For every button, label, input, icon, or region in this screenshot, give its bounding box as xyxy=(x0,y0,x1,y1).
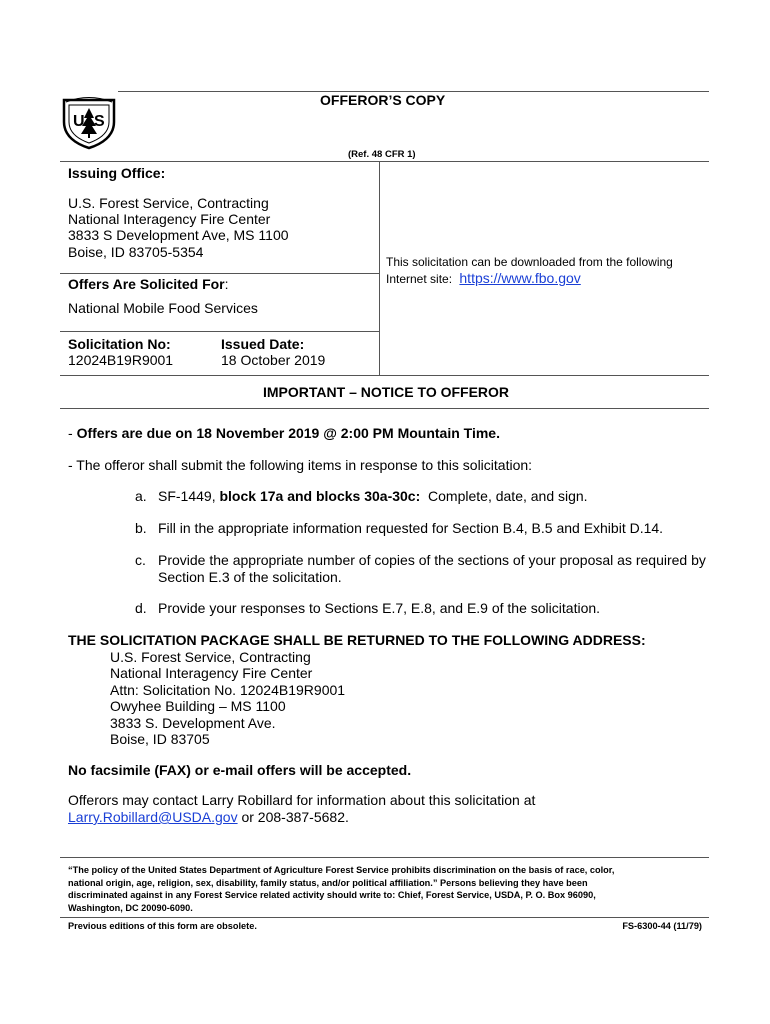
return-address-line-2: National Interagency Fire Center xyxy=(110,665,313,682)
offers-for-label: Offers Are Solicited For xyxy=(68,276,225,292)
return-address-line-3: Attn: Solicitation No. 12024B19R9001 xyxy=(110,681,346,698)
item-c xyxy=(135,552,715,586)
submit-intro: - The offeror shall submit the following items in response to this solicitation: xyxy=(68,457,533,473)
return-address-line-1: U.S. Forest Service, Contracting xyxy=(110,649,311,665)
notice-rule xyxy=(60,408,709,409)
item-d-label: d. xyxy=(135,600,147,616)
header-bottom-rule xyxy=(60,161,709,162)
policy-line-1: “The policy of the United States Department of Agriculture Forest Service prohibits discrimination on the basis of race, color, xyxy=(68,865,615,875)
item-a-bold: block 17a and blocks 30a-30c: xyxy=(219,488,421,504)
contact-phone: or 208-387-5682. xyxy=(237,809,349,825)
forest-service-logo xyxy=(60,94,118,150)
download-note-prefix: Internet site: xyxy=(386,272,453,286)
download-note xyxy=(386,255,673,287)
policy-line-3: discriminated against in any Forest Service related activity should write to: Chief, Forest Service, USDA, P. O. Box 96090, xyxy=(68,890,596,900)
fbo-link[interactable]: https://www.fbo.gov xyxy=(459,270,581,286)
return-heading: THE SOLICITATION PACKAGE SHALL BE RETURNED TO THE FOLLOWING ADDRESS: xyxy=(68,632,646,648)
issued-date-label: Issued Date: xyxy=(221,336,305,352)
return-address-line-4: Owyhee Building – MS 1100 xyxy=(110,698,286,715)
svg-text:S: S xyxy=(94,113,105,130)
download-note-line-1: This solicitation can be downloaded from the following xyxy=(386,255,673,269)
item-b-label: b. xyxy=(135,520,147,536)
box-divider xyxy=(379,161,380,375)
policy-top-rule xyxy=(60,857,709,858)
item-a-pre: SF-1449, xyxy=(158,488,220,504)
return-address xyxy=(110,649,345,747)
contact-email-link[interactable]: Larry.Robillard@USDA.gov xyxy=(68,809,238,825)
solicitation-no-label: Solicitation No: xyxy=(68,336,171,352)
offers-for-label-row xyxy=(68,276,229,293)
reference-text: (Ref. 48 CFR 1) xyxy=(348,149,416,160)
item-d-text: Provide your responses to Sections E.7, E.8, and E.9 of the solicitation. xyxy=(158,600,601,616)
policy-statement xyxy=(68,864,614,914)
item-c-label: c. xyxy=(135,552,146,568)
item-c-text-1: Provide the appropriate number of copies of the sections of your proposal as required by xyxy=(158,552,706,568)
contact-line-1: Offerors may contact Larry Robillard for information about this solicitation at xyxy=(68,792,536,808)
item-a-text xyxy=(158,488,713,505)
no-fax-notice: No facsimile (FAX) or e-mail offers will be accepted. xyxy=(68,762,412,778)
footer-obsolete-note: Previous editions of this form are obsolete. xyxy=(68,921,257,931)
form-title: OFFEROR’S COPY xyxy=(320,92,446,108)
policy-line-2: national origin, age, religion, sex, disability, family status, and/or political affiliation.” Persons believing they have been xyxy=(68,877,588,888)
download-note-line-2 xyxy=(386,271,673,287)
issuing-office-line-3: 3833 S Development Ave, MS 1100 xyxy=(68,227,289,243)
contact-info xyxy=(68,792,535,826)
box-bottom-rule xyxy=(60,375,709,376)
issuing-office-line-4: Boise, ID 83705-5354 xyxy=(68,244,204,260)
policy-bottom-rule xyxy=(60,917,709,918)
return-address-line-5: 3833 S. Development Ave. xyxy=(110,714,276,731)
offers-due-line xyxy=(68,425,500,442)
policy-line-4: Washington, DC 20090-6090. xyxy=(68,902,193,913)
return-address-line-6: Boise, ID 83705 xyxy=(110,731,210,748)
issuing-office-label: Issuing Office: xyxy=(68,165,166,181)
contact-line-2 xyxy=(68,809,535,826)
notice-heading: IMPORTANT – NOTICE TO OFFEROR xyxy=(263,384,510,400)
issued-date-value: 18 October 2019 xyxy=(221,352,326,368)
offers-bottom-rule xyxy=(60,331,379,332)
item-a-label: a. xyxy=(135,488,147,504)
form-number: FS-6300-44 (11/79) xyxy=(622,921,702,931)
svg-text:U: U xyxy=(73,113,85,130)
offers-for-colon: : xyxy=(224,276,229,292)
forest-service-shield-icon xyxy=(60,94,118,150)
solicitation-no-value: 12024B19R9001 xyxy=(68,352,174,368)
issuing-office-line-2: National Interagency Fire Center xyxy=(68,211,271,227)
offers-top-rule xyxy=(60,273,379,274)
offers-due-text: Offers are due on 18 November 2019 @ 2:00 PM Mountain Time. xyxy=(76,425,500,441)
item-c-text-2: Section E.3 of the solicitation. xyxy=(158,569,342,585)
offers-for-value: National Mobile Food Services xyxy=(68,300,258,316)
offers-due-dash: - xyxy=(68,425,77,441)
item-a-post: Complete, date, and sign. xyxy=(420,488,588,504)
item-b-text: Fill in the appropriate information requested for Section B.4, B.5 and Exhibit D.14. xyxy=(158,520,664,536)
issuing-office-line-1: U.S. Forest Service, Contracting xyxy=(68,195,269,211)
